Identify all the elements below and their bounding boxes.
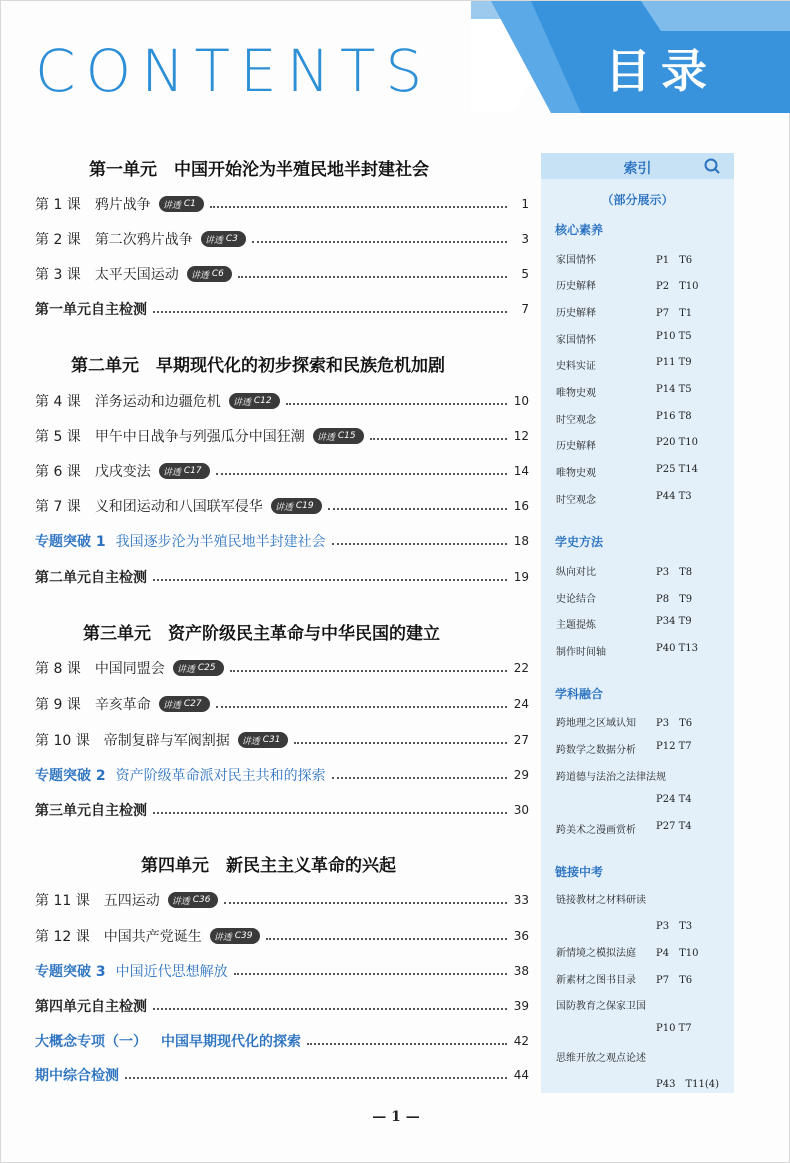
section-heading: 学科融合 — [555, 687, 604, 701]
index-item[interactable]: 跨数学之数据分析 P12 T7 — [556, 741, 692, 756]
toc-entry-test[interactable]: 第二单元自主检测 19 — [35, 570, 529, 586]
video-badge-icon[interactable]: 讲透 C19 — [271, 498, 322, 514]
sidebar-title: 索引 — [623, 161, 652, 177]
toc-entry[interactable]: 第 2 课 第二次鸦片战争 讲透 C3 3 — [35, 232, 529, 248]
index-item[interactable]: 史料实证 P11 T9 — [556, 357, 692, 372]
index-item[interactable]: 新素材之图书目录 P7 T6 — [556, 975, 693, 986]
video-badge-icon[interactable]: 讲透 C3 — [201, 231, 246, 247]
toc-entry-test[interactable]: 第四单元自主检测 39 — [35, 999, 529, 1015]
index-item[interactable]: 唯物史观 P14 T5 — [556, 384, 692, 399]
index-item[interactable]: 新情境之模拟法庭 P4 T10 — [556, 948, 699, 959]
mulu-heading: 目录 — [605, 44, 717, 98]
video-badge-icon[interactable]: 讲透 C39 — [210, 928, 261, 944]
video-badge-icon[interactable]: 讲透 C25 — [173, 660, 224, 676]
toc-entry-midterm[interactable]: 期中综合检测 44 — [35, 1068, 529, 1084]
unit-title: 第四单元 新民主主义革命的兴起 — [141, 856, 396, 876]
toc-entry[interactable]: 第 4 课 洋务运动和边疆危机 讲透 C12 10 — [35, 394, 529, 410]
index-ref: P24 T4 — [656, 794, 692, 805]
index-item[interactable]: 跨地理之区域认知 P3 T6 — [556, 718, 693, 729]
index-item[interactable]: 跨道德与法治之法律法规 — [556, 772, 666, 783]
toc-entry[interactable]: 第 3 课 太平天国运动 讲透 C6 5 — [35, 267, 529, 283]
index-item[interactable]: 跨美术之漫画赏析 P27 T4 — [556, 821, 692, 836]
video-badge-icon[interactable]: 讲透 C17 — [159, 463, 210, 479]
index-item[interactable]: 家国情怀 P1 T6 — [556, 255, 693, 266]
toc-entry[interactable]: 第 8 课 中国同盟会 讲透 C25 22 — [35, 661, 529, 677]
unit-title: 第三单元 资产阶级民主革命与中华民国的建立 — [83, 624, 440, 644]
video-badge-icon[interactable]: 讲透 C27 — [159, 696, 210, 712]
video-badge-icon[interactable]: 讲透 C15 — [313, 428, 364, 444]
section-heading: 链接中考 — [555, 865, 604, 879]
index-item[interactable]: 思维开放之观点论述 — [556, 1053, 646, 1064]
toc-entry[interactable]: 第 10 课 帝制复辟与军阀割据 讲透 C31 27 — [35, 733, 529, 749]
toc-entry-topic[interactable]: 专题突破 2 资产阶级革命派对民主共和的探索 29 — [35, 768, 529, 784]
toc-entry[interactable]: 第 12 课 中国共产党诞生 讲透 C39 36 — [35, 929, 529, 945]
index-item[interactable]: 时空观念 P16 T8 — [556, 411, 692, 426]
index-ref: P10 T7 — [656, 1023, 692, 1034]
video-badge-icon[interactable]: 讲透 C31 — [238, 732, 289, 748]
index-item[interactable]: 历史解释 P20 T10 — [556, 437, 699, 452]
index-item[interactable]: 历史解释 P7 T1 — [556, 308, 693, 319]
video-badge-icon[interactable]: 讲透 C6 — [187, 266, 232, 282]
index-item[interactable]: 家国情怀 P10 T5 — [556, 331, 692, 346]
toc-entry[interactable]: 第 5 课 甲午中日战争与列强瓜分中国狂潮 讲透 C15 12 — [35, 429, 529, 445]
index-item[interactable]: 纵向对比 P3 T8 — [556, 567, 693, 578]
toc-entry[interactable]: 第 9 课 辛亥革命 讲透 C27 24 — [35, 697, 529, 713]
index-item[interactable]: 唯物史观 P25 T14 — [556, 464, 699, 479]
toc-entry-topic[interactable]: 专题突破 1 我国逐步沦为半殖民地半封建社会 18 — [35, 534, 529, 550]
index-item[interactable]: 时空观念 P44 T3 — [556, 491, 692, 506]
index-item[interactable]: 主题提炼 P34 T9 — [556, 616, 692, 631]
video-badge-icon[interactable]: 讲透 C1 — [159, 196, 204, 212]
index-sidebar — [541, 153, 734, 1093]
toc-entry-test[interactable]: 第三单元自主检测 30 — [35, 803, 529, 819]
sidebar-subtitle: （部分展示） — [601, 193, 674, 207]
search-icon — [703, 157, 721, 175]
toc-entry[interactable]: 第 11 课 五四运动 讲透 C36 33 — [35, 893, 529, 909]
unit-title: 第一单元 中国开始沦为半殖民地半封建社会 — [89, 160, 429, 180]
index-item[interactable]: 史论结合 P8 T9 — [556, 594, 693, 605]
toc-entry-topic[interactable]: 专题突破 3 中国近代思想解放 38 — [35, 964, 529, 980]
video-badge-icon[interactable]: 讲透 C36 — [168, 892, 219, 908]
index-item[interactable]: 链接教材之材料研读 — [556, 895, 646, 906]
toc-entry[interactable]: 第 7 课 义和团运动和八国联军侵华 讲透 C19 16 — [35, 499, 529, 515]
index-ref: P3 T3 — [656, 921, 693, 932]
toc-entry-test[interactable]: 第一单元自主检测 7 — [35, 302, 529, 318]
contents-heading: CONTENTS — [35, 37, 433, 105]
index-item[interactable]: 国防教育之保家卫国 — [556, 1001, 646, 1012]
toc-entry-concept[interactable]: 大概念专项（一） 中国早期现代化的探索 42 — [35, 1034, 529, 1050]
index-item[interactable]: 制作时间轴 P40 T13 — [556, 643, 699, 658]
index-ref: P43 T11(4) — [656, 1079, 720, 1090]
toc-entry[interactable]: 第 6 课 戊戌变法 讲透 C17 14 — [35, 464, 529, 480]
unit-title: 第二单元 早期现代化的初步探索和民族危机加剧 — [71, 356, 445, 376]
video-badge-icon[interactable]: 讲透 C12 — [229, 393, 280, 409]
section-heading: 核心素养 — [555, 223, 604, 237]
page-number: — 1 — — [372, 1109, 420, 1125]
toc-entry[interactable]: 第 1 课 鸦片战争 讲透 C1 1 — [35, 197, 529, 213]
index-item[interactable]: 历史解释 P2 T10 — [556, 281, 699, 292]
section-heading: 学史方法 — [555, 535, 604, 549]
